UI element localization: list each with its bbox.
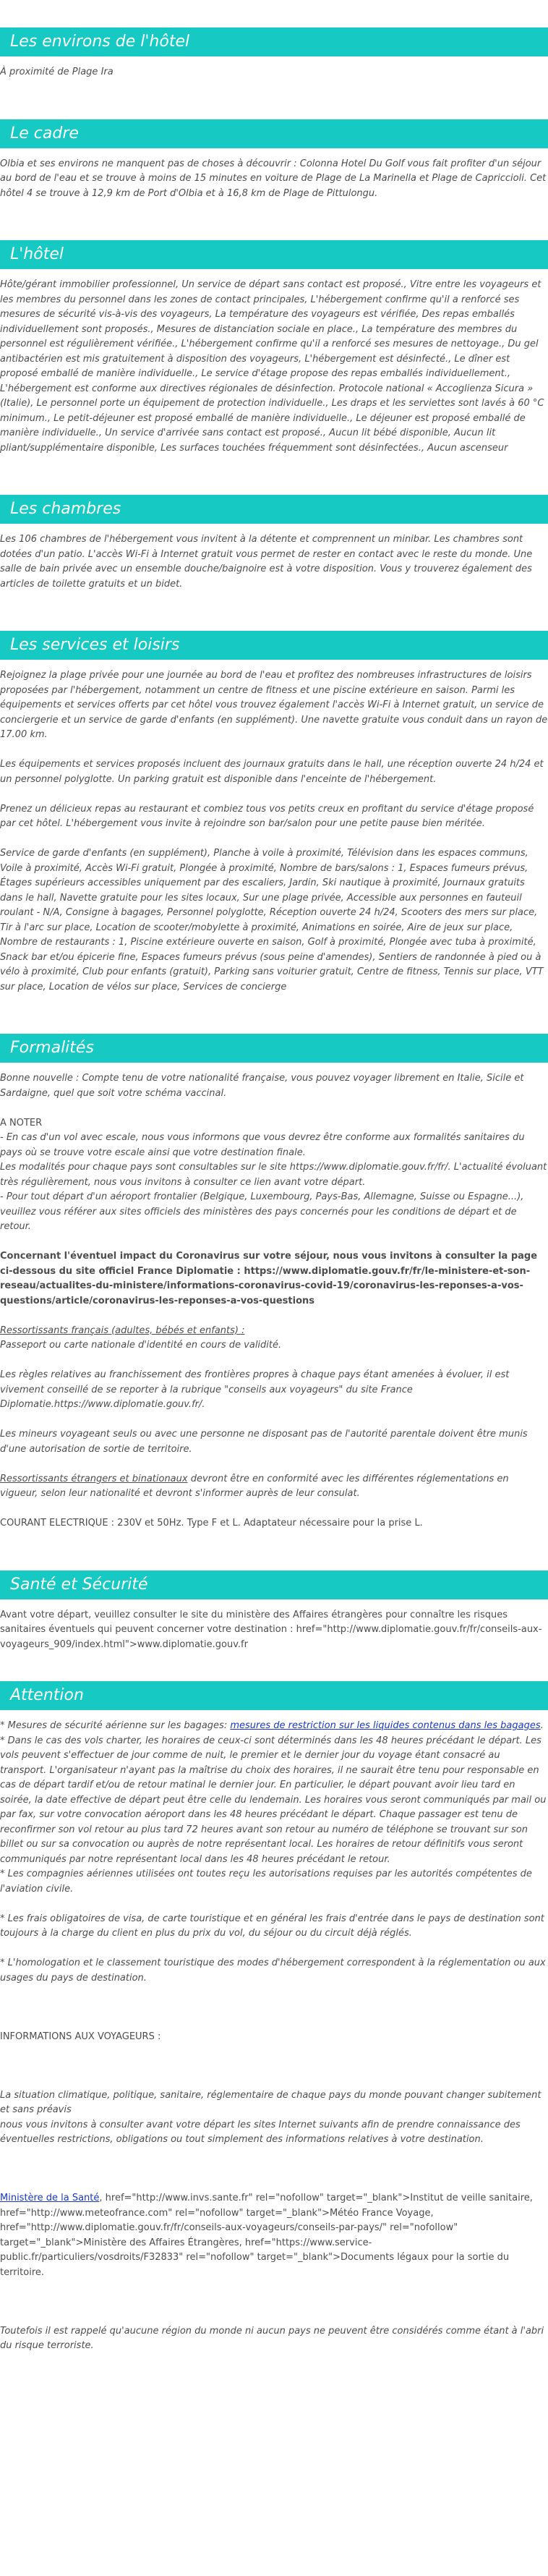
section-hotel — [0, 201, 548, 456]
formalites-bold: Concernant l'éventuel impact du Coronavirus sur votre séjour, nous vous invitons à consulter la page ci-dessous du site officiel France Diplomatie : https://www.diplomatie.gouv.fr/fr/le-ministere-et-son-reseau/actualites-du-ministere/informations-coronavirus-covid-19/coronavirus-les-reponses-a-vos-questions/article/coronavirus-les-reponses-a-vos-questions — [0, 1251, 538, 1306]
services-p1: Rejoignez la plage privée pour une journée au bord de l'eau et profitez des nombreuses infrastructures de loisirs proposées par l'hébergement, notamment un centre de fitness et une piscine extérieure en saison. Parmi les équipements et services offerts par cet hôtel vous trouvez également l'accès Wi-Fi à Internet gratuit, un service de conciergerie et un service de garde d'enfants (en supplément). Une navette gratuite vous conduit dans un rayon de 17.00 km. — [0, 670, 548, 740]
section-services — [0, 592, 548, 995]
attention-links — [0, 2191, 548, 2280]
section-title-hotel: L'hôtel — [0, 240, 548, 269]
attention-p6: La situation climatique, politique, sanitaire, réglementaire de chaque pays du monde pouvant changer subitement et sans préavis — [0, 2089, 541, 2115]
services-p3: Prenez un délicieux repas au restaurant et combiez tous vos petits creux en profitant du service d'étage proposé par cet hôtel. L'hébergement vous invite à rejoindre son bar/salon pour une petite pause bien méritée. — [0, 803, 534, 829]
ministere-sante-link[interactable]: Ministère de la Santé — [0, 2193, 100, 2203]
attention-p1 — [0, 1719, 548, 1734]
services-p2: Les équipements et services proposés incluent des journaux gratuits dans le hall, une réception ouverte 24 h/24 et un personnel polyglotte. Un parking gratuit est disponible dans l'enceinte de l'hébergement. — [0, 759, 544, 785]
formalites-courant: COURANT ELECTRIQUE : 230V et 50Hz. Type F et L. Adaptateur nécessaire pour la prise L. — [0, 1518, 423, 1529]
section-body-chambres — [0, 532, 548, 592]
section-environs — [0, 0, 548, 80]
formalites-l1: - En cas d'un vol avec escale, nous vous informons que vous devrez être conforme aux formalités sanitaires du pays où se trouve votre escale ainsi que votre destination finale. — [0, 1132, 525, 1158]
attention-links-rest: , href="http://www.invs.sante.fr" rel="nofollow" target="_blank">Institut de veille sanitaire, href="http://www.meteofrance.com" rel="nofollow" target="_blank">Météo France Voyage, href="http://www.diplomatie.gouv.fr/fr/conseils-aux-voyageurs/conseils-par-pays/" rel="nofollow" target="_blank">Ministère des Affaires Étrangères, href="https://www.service-public.fr/particuliers/vosdroits/F32833" rel="nofollow" target="_blank">Documents légaux pour la sortie du territoire. — [0, 2193, 533, 2278]
liquides-restriction-link[interactable]: mesures de restriction sur les liquides contenus dans les bagages — [230, 1720, 541, 1731]
section-body-services — [0, 668, 548, 995]
section-sante — [0, 1531, 548, 1653]
attention-p7: nous vous invitons à consulter avant votre départ les sites Internet suivants afin de prendre connaissance des éventuelles restrictions, obligations ou tout simplement des informations relatives à votre destination. — [0, 2119, 521, 2145]
formalites-l3: - Pour tout départ d'un aéroport frontalier (Belgique, Luxembourg, Pays-Bas, Allemagne, Suisse ou Espagne...), veuillez vous référer aux sites officiels des ministères des pays concernés pour les conditions de départ et de retour. — [0, 1191, 524, 1232]
section-chambres — [0, 456, 548, 592]
attention-p8: Toutefois il est rappelé qu'aucune région du monde ni aucun pays ne peuvent être considérés comme étant à l'abri du risque terroriste. — [0, 2325, 544, 2351]
attention-p3: * Les compagnies aériennes utilisées ont toutes reçu les autorisations requises par les autorités compétentes de l'aviation civile. — [0, 1869, 532, 1895]
attention-p2: * Dans le cas des vols charter, les horaires de ceux-ci sont déterminés dans les 48 heures précédant le départ. Les vols peuvent s'effectuer de jour comme de nuit, le premier et le dernier jour du voyage étant consacré au transport. L'organisateur n'ayant pas la maîtrise du choix des horaires, il ne saurait être tenu pour responsable en cas de départ tardif et/ou de retour matinal le dernier jour. En particulier, le départ pouvant avoir lieu tard en soirée, la date effective de départ peut être celle du lendemain. Les horaires vous seront communiqués par mail ou par fax, sur votre convocation aéroport dans les 48 heures précédant le départ. Chaque passager est tenu de reconfirmer son vol retour au plus tard 72 heures avant son retour au numéro de téléphone se trouvant sur son billet ou sur sa convocation ou auprès de notre représentant local. Les horaires de retour définitifs vous seront communiqués par notre représentant local dans les 48 heures précédant le retour. — [0, 1735, 547, 1865]
section-title-chambres: Les chambres — [0, 495, 548, 524]
section-title-sante: Santé et Sécurité — [0, 1570, 548, 1599]
services-p4: Service de garde d'enfants (en supplément), Planche à voile à proximité, Télévision dans les espaces communs, Voile à proximité, Accès Wi-Fi gratuit, Plongée à proximité, Nombre de bars/salons : 1, Espaces fumeurs prévus, Étages supérieurs accessibles uniquement par des escaliers, Jardin, Ski nautique à proximité, Journaux gratuits dans le hall, Navette gratuite pour les sites locaux, Sur une plage privée, Accessible aux personnes en fauteuil roulant - N/A, Consigne à bagages, Personnel polyglotte, Réception ouverte 24 h/24, Scooters des mers sur place, Tir à l'arc sur place, Location de scooter/mobylette à proximité, Animations en soirée, Aire de jeux sur place, Nombre de restaurants : 1, Piscine extérieure ouverte en saison, Golf à proximité, Plongée avec tuba à proximité, Snack bar et/ou épicerie fine, Espaces fumeurs prévus (sous peine d'amendes), Sentiers de randonnée à pied ou à vélo à proximité, Club pour enfants (gratuit), Parking sans voiturier gratuit, Centre de fitness, Tennis sur place, VTT sur place, Location de vélos sur place, Services de concierge — [0, 848, 544, 992]
formalites-mineurs: Les mineurs voyageant seuls ou avec une personne ne disposant pas de l'autorité parentale doivent être munis d'une autorisation de sortie de territoire. — [0, 1429, 528, 1455]
section-body-cadre — [0, 157, 548, 202]
formalites-regles: Les règles relatives au franchissement des frontières propres à chaque pays étant amenées à évoluer, il est vivement conseillé de se reporter à la rubrique "conseils aux voyageurs" du site France Diplomatie.https://www.diplomatie.gouv.fr/. — [0, 1369, 510, 1410]
attention-p4: * Les frais obligatoires de visa, de carte touristique et en général les frais d'entrée dans le pays de destination sont toujours à la charge du client en plus du prix du vol, du séjour ou du circuit déjà réglés. — [0, 1913, 544, 1939]
hotel-text: Hôte/gérant immobilier professionnel, Un service de départ sans contact est proposé., Vitre entre les voyageurs et les membres du personnel dans les zones de contact principales, L'hébergement confirme qu'il a renforcé ses mesures de sécurité vis-à-vis des voyageurs, La température des voyageurs est vérifiée, Des repas emballés individuellement sont proposés., Mesures de distanciation sociale en place., La température des membres du personnel est régulièrement vérifiée., L'hébergement confirme qu'il a renforcé ses mesures de nettoyage., Du gel antibactérien est mis gratuitement à disposition des voyageurs, L'hébergement est désinfecté., Le dîner est proposé emballé de manière individuelle., Le service d'étage propose des repas emballés individuellement., L'hébergement est conforme aux directives régionales de désinfection. Protocole national « Accoglienza Sicura » (Italie), Le personnel porte un équipement de protection individuelle., Les draps et les serviettes sont lavés à 60 °C minimum., Le petit-déjeuner est proposé emballé de manière individuelle., Le déjeuner est proposé emballé de manière individuelle., Un service d'arrivée sans contact est proposé., Aucun lit bébé disponible, Aucun lit pliant/supplémentaire disponible, Les surfaces touchées fréquemment sont désinfectées., Aucun ascenseur — [0, 279, 544, 454]
section-attention — [0, 1652, 548, 2354]
cadre-text: Olbia et ses environs ne manquent pas de choses à découvrir : Colonna Hotel Du Golf vous fait profiter d'un séjour au bord de l'eau et se trouve à moins de 15 minutes en voiture de Plage de La Marinella et Plage de Capriccioli. Cet hôtel 4 se trouve à 12,9 km de Port d'Olbia et à 16,8 km de Plage de Pittulongu. — [0, 158, 547, 199]
formalites-fr-text: Passeport ou carte nationale d'identité en cours de validité. — [0, 1340, 282, 1351]
chambres-text: Les 106 chambres de l'hébergement vous invitent à la détente et comprennent un minibar. Les chambres sont dotées d'un patio. L'accès Wi-Fi à Internet gratuit vous permet de rester en contact avec le reste du monde. Une salle de bain privée avec un ensemble douche/baignoire est à votre disposition. Vous y trouverez également des articles de toilette gratuits et un bidet. — [0, 534, 533, 590]
formalites-etr-text: devront être en conformité avec les différentes réglementations en vigueur, selon leur nationalité et devront s'informer auprès de leur consulat. — [0, 1473, 509, 1499]
section-body-environs — [0, 65, 548, 80]
environs-text: À proximité de Plage Ira — [0, 67, 114, 77]
section-title-formalites: Formalités — [0, 1034, 548, 1063]
section-body-sante — [0, 1608, 548, 1653]
section-body-hotel — [0, 278, 548, 456]
formalites-etrangers — [0, 1472, 548, 1502]
section-title-attention: Attention — [0, 1681, 548, 1710]
section-title-environs: Les environs de l'hôtel — [0, 27, 548, 56]
section-body-attention — [0, 1719, 548, 2354]
section-formalites — [0, 995, 548, 1531]
attention-p1-end: . — [540, 1720, 544, 1731]
attention-p1-text: * Mesures de sécurité aérienne sur les bagages: — [0, 1720, 231, 1731]
formalites-etr-heading: Ressortissants étrangers et binationaux — [0, 1473, 188, 1484]
formalites-l2: Les modalités pour chaque pays sont consultables sur le site https://www.diplomatie.gouv.fr/fr/. L'actualité évoluant très régulièrement, nous vous invitons à consulter ce lien avant votre départ. — [0, 1162, 547, 1188]
section-cadre — [0, 80, 548, 202]
formalites-anoter: A NOTER — [0, 1117, 43, 1128]
attention-info: INFORMATIONS AUX VOYAGEURS : — [0, 2031, 161, 2042]
formalites-p1: Bonne nouvelle : Compte tenu de votre nationalité française, vous pouvez voyager librement en Italie, Sicile et Sardaigne, quel que soit votre schéma vaccinal. — [0, 1073, 524, 1099]
sante-text: Avant votre départ, veuillez consulter le site du ministère des Affaires étrangères pour connaître les risques sanitaires éventuels qui peuvent concerner votre destination : href="http://www.diplomatie.gouv.fr/fr/conseils-aux-voyageurs_909/index.html">www.diplomatie.gouv.fr — [0, 1609, 542, 1650]
attention-p5: * L'homologation et le classement touristique des modes d'hébergement correspondent à la réglementation ou aux usages du pays de destination. — [0, 1957, 546, 1984]
formalites-fr-heading: Ressortissants français (adultes, bébés et enfants) : — [0, 1325, 245, 1336]
section-title-services: Les services et loisirs — [0, 631, 548, 660]
section-title-cadre: Le cadre — [0, 119, 548, 148]
section-body-formalites — [0, 1071, 548, 1531]
